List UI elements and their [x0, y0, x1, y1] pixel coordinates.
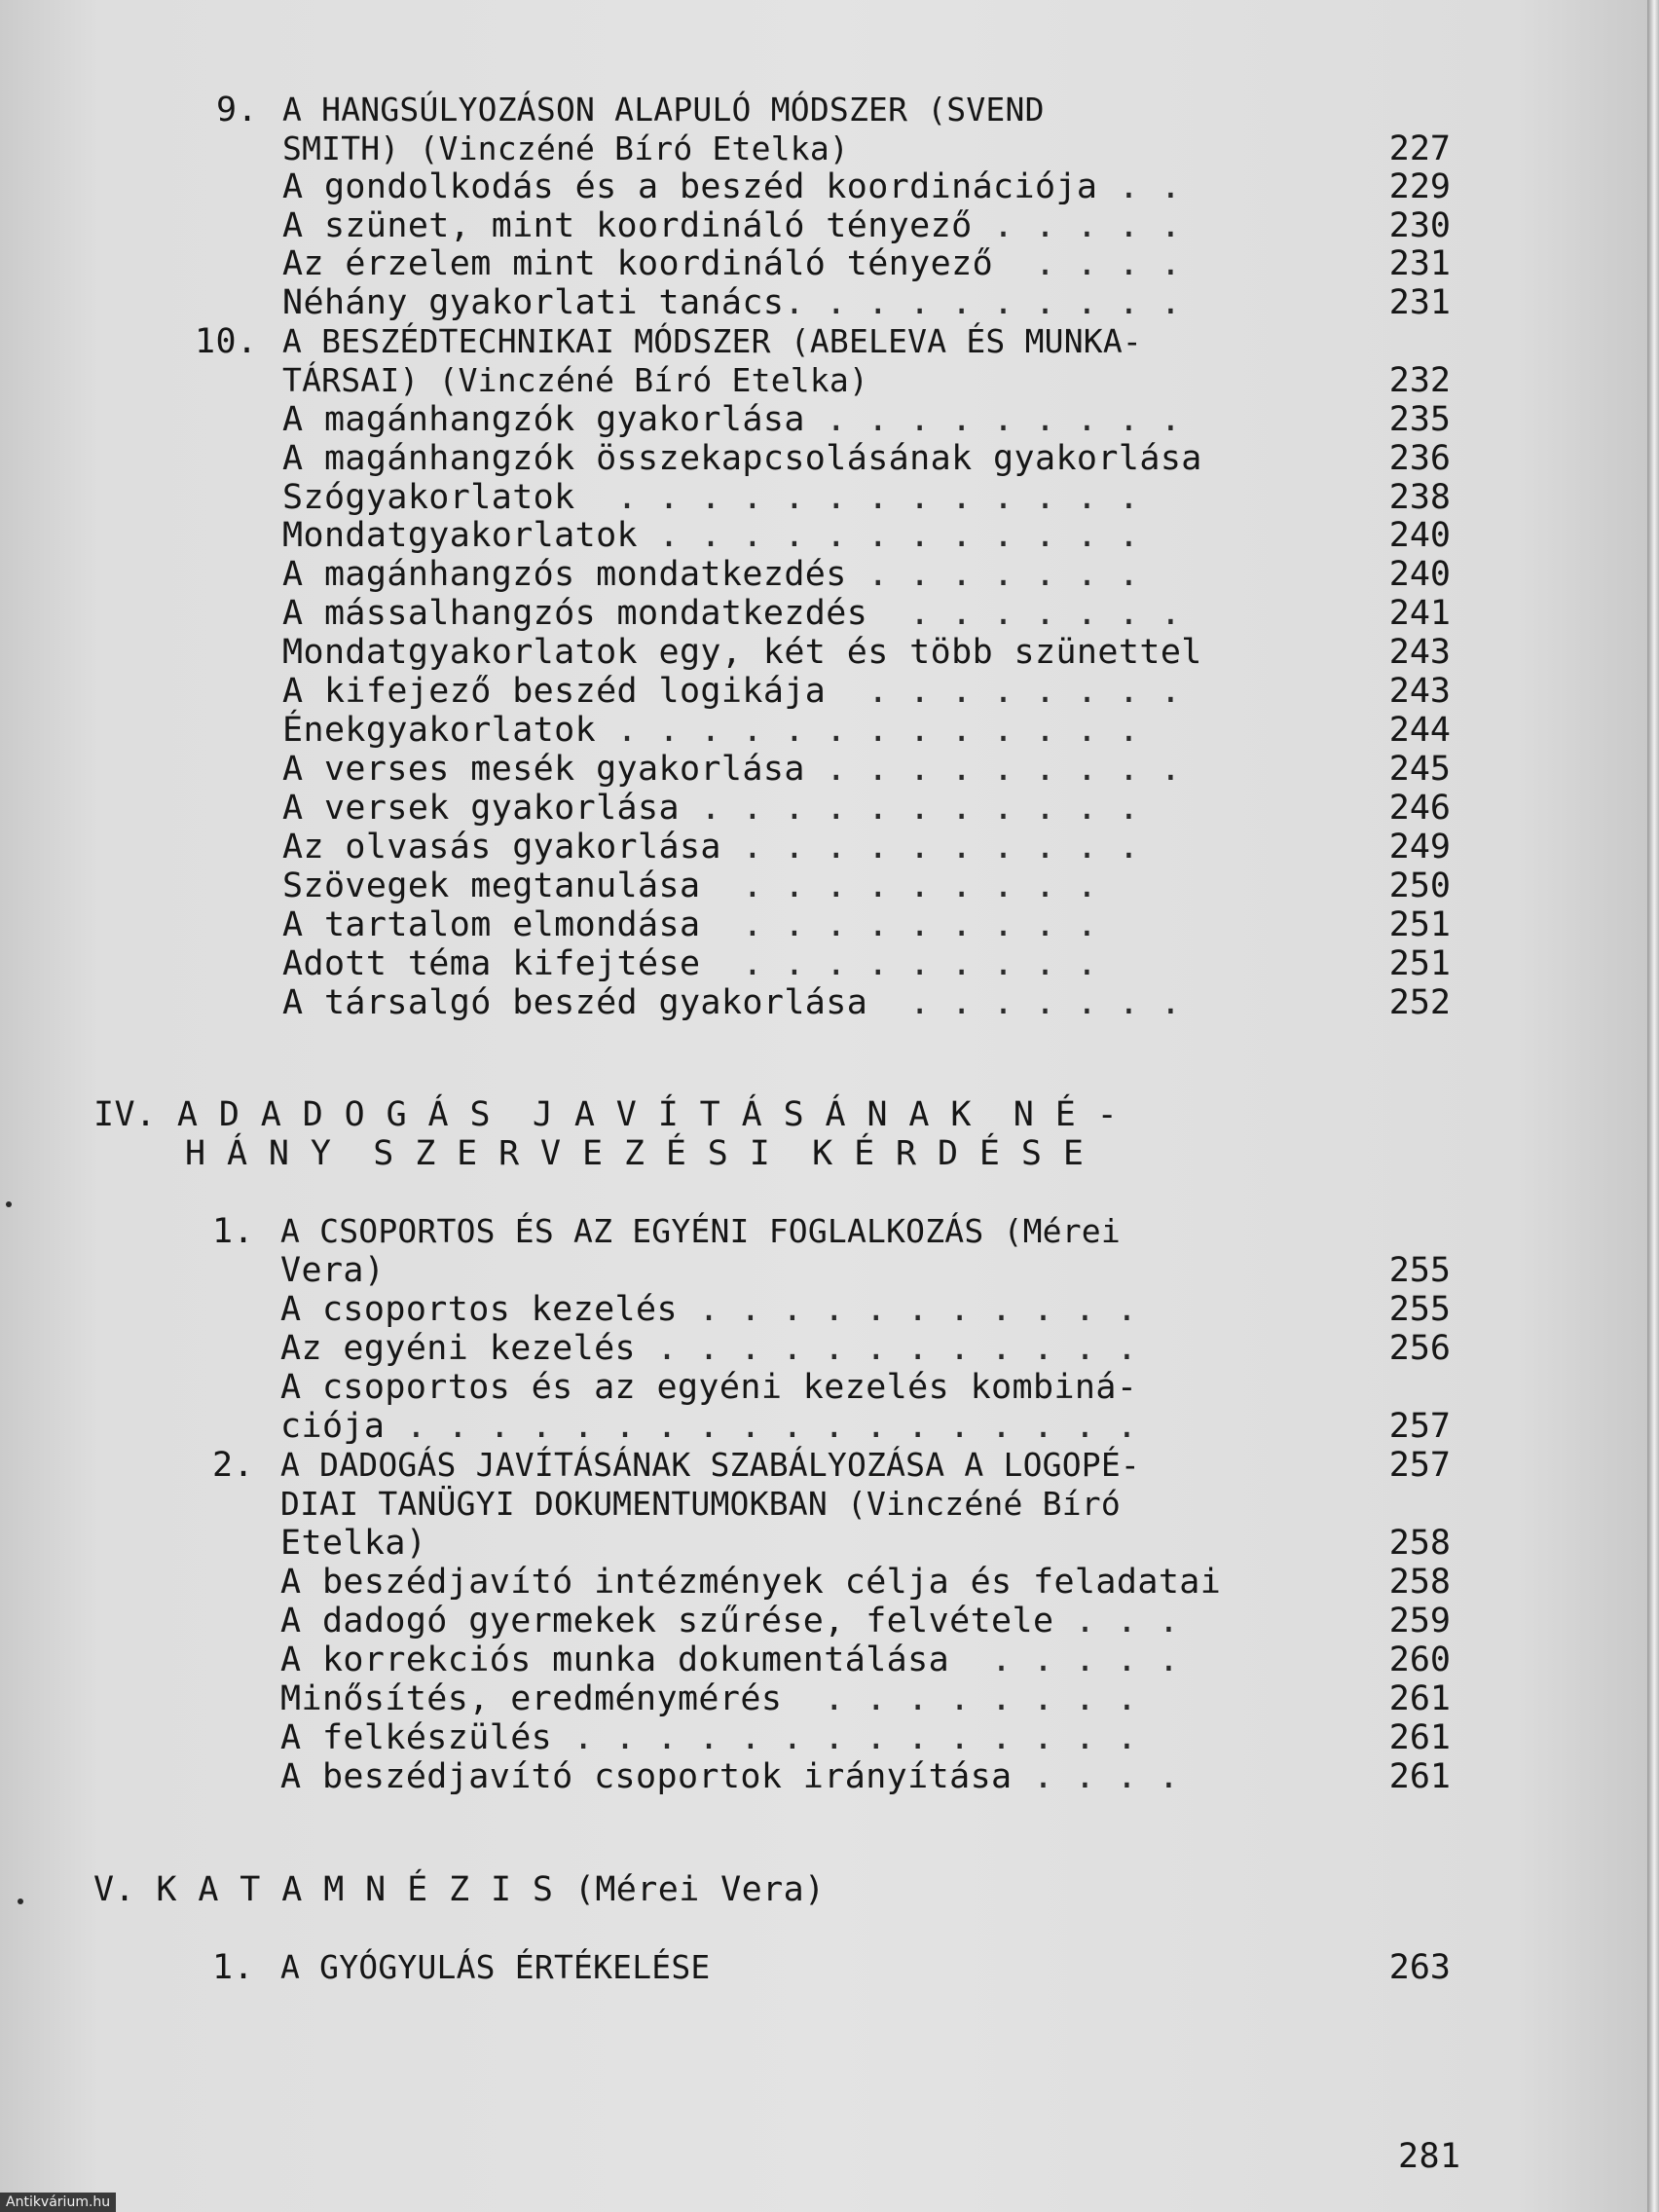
section-title-cont: Etelka): [280, 1524, 427, 1563]
toc-entry: A szünet, mint koordináló tényező . . . . .: [282, 206, 1182, 245]
page-ref: 241: [1388, 594, 1451, 633]
page-ref: 260: [1388, 1641, 1451, 1679]
section-title-cont: TÁRSAI) (Vinczéné Bíró Etelka): [282, 361, 869, 399]
page-edge: [1647, 0, 1659, 2212]
section-title: A GYÓGYULÁS ÉRTÉKELÉSE: [280, 1948, 711, 1986]
toc-entry: Szövegek megtanulása . . . . . . . . .: [282, 866, 1098, 905]
toc-entry: Adott téma kifejtése . . . . . . . . .: [282, 944, 1098, 983]
page-ref: 240: [1388, 516, 1451, 555]
page-ref: 243: [1388, 672, 1451, 711]
toc-entry: Minősítés, eredménymérés . . . . . . . .: [280, 1679, 1138, 1718]
page-ref: 258: [1388, 1563, 1451, 1602]
toc-entry: A dadogó gyermekek szűrése, felvétele . . .: [280, 1602, 1180, 1641]
section-number: 2.: [212, 1446, 254, 1485]
toc-entry: A magánhangzós mondatkezdés . . . . . . .: [282, 555, 1140, 594]
page-number: 281: [1398, 2137, 1461, 2176]
page-ref: 238: [1388, 478, 1451, 517]
toc-entry: A kifejező beszéd logikája . . . . . . . .: [282, 672, 1182, 711]
section-number: 10.: [195, 322, 258, 361]
page-ref: 229: [1388, 167, 1451, 206]
page-ref: 263: [1388, 1948, 1451, 1987]
page-ref: 255: [1388, 1251, 1451, 1290]
toc-entry: A felkészülés . . . . . . . . . . . . . .: [280, 1718, 1138, 1757]
section-title: A BESZÉDTECHNIKAI MÓDSZER (ABELEVA ÉS MUNKA-: [282, 322, 1142, 360]
toc-entry: A korrekciós munka dokumentálása . . . . .: [280, 1641, 1180, 1679]
toc-entry: A csoportos és az egyéni kezelés kombiná-: [280, 1368, 1138, 1407]
part-heading-cont: H Á N Y S Z E R V E Z É S I K É R D É S E: [185, 1134, 1085, 1173]
page-ref: 257: [1388, 1407, 1451, 1446]
toc-entry: A beszédjavító csoportok irányítása . . . .: [280, 1757, 1180, 1796]
page-ref: 249: [1388, 828, 1451, 866]
section-title-cont: SMITH) (Vinczéné Bíró Etelka): [282, 129, 849, 167]
section-title: A HANGSÚLYOZÁSON ALAPULÓ MÓDSZER (SVEND: [282, 91, 1045, 129]
margin-mark: [18, 1899, 23, 1904]
page-ref: 261: [1388, 1718, 1451, 1757]
toc-entry: A gondolkodás és a beszéd koordinációja . .: [282, 167, 1182, 206]
page-ref: 250: [1388, 866, 1451, 905]
toc-entry-cont: ciója . . . . . . . . . . . . . . . . . .: [280, 1407, 1138, 1446]
section-title: A CSOPORTOS ÉS AZ EGYÉNI FOGLALKOZÁS (Mérei: [280, 1212, 1121, 1250]
toc-entry: A társalgó beszéd gyakorlása . . . . . . .: [282, 983, 1182, 1022]
section-title-cont: DIAI TANÜGYI DOKUMENTUMOKBAN (Vinczéné Bíró: [280, 1485, 1121, 1523]
toc-entry: Mondatgyakorlatok . . . . . . . . . . . .: [282, 516, 1140, 555]
page-ref: 258: [1388, 1524, 1451, 1563]
page-ref: 235: [1388, 400, 1451, 439]
toc-entry: Mondatgyakorlatok egy, két és több szünettel: [282, 633, 1202, 672]
toc-entry: Az olvasás gyakorlása . . . . . . . . . .: [282, 828, 1140, 866]
page-ref: 227: [1388, 129, 1451, 168]
page-ref: 240: [1388, 555, 1451, 594]
toc-entry: A tartalom elmondása . . . . . . . . .: [282, 905, 1098, 944]
page-ref: 232: [1388, 361, 1451, 400]
page-ref: 251: [1388, 905, 1451, 944]
page-ref: 255: [1388, 1290, 1451, 1329]
toc-entry: Az egyéni kezelés . . . . . . . . . . . .: [280, 1329, 1138, 1368]
page-ref: 259: [1388, 1602, 1451, 1641]
page-ref: 231: [1388, 244, 1451, 283]
page-ref: 246: [1388, 789, 1451, 828]
page-ref: 245: [1388, 750, 1451, 789]
watermark: Antikvárium.hu: [0, 2193, 116, 2212]
toc-entry: A magánhangzók összekapcsolásának gyakorlása: [282, 439, 1202, 478]
part-heading: IV. A D A D O G Á S J A V Í T Á S Á N A K N É -: [93, 1095, 1119, 1134]
page-ref: 230: [1388, 206, 1451, 245]
section-title: A DADOGÁS JAVÍTÁSÁNAK SZABÁLYOZÁSA A LOGOPÉ-: [280, 1446, 1140, 1484]
toc-entry: Az érzelem mint koordináló tényező . . . .: [282, 244, 1182, 283]
page-ref: 236: [1388, 439, 1451, 478]
toc-entry: A verses mesék gyakorlása . . . . . . . . .: [282, 750, 1182, 789]
toc-entry: A mássalhangzós mondatkezdés . . . . . . .: [282, 594, 1182, 633]
toc-entry: A versek gyakorlása . . . . . . . . . . .: [282, 789, 1140, 828]
toc-entry: A beszédjavító intézmények célja és feladatai: [280, 1563, 1222, 1602]
toc-entry: A csoportos kezelés . . . . . . . . . . .: [280, 1290, 1138, 1329]
section-number: 1.: [212, 1212, 254, 1251]
page-ref: 244: [1388, 711, 1451, 750]
page-ref: 256: [1388, 1329, 1451, 1368]
page-ref: 261: [1388, 1757, 1451, 1796]
page-ref: 252: [1388, 983, 1451, 1022]
page-ref: 257: [1388, 1446, 1451, 1485]
page-ref: 231: [1388, 283, 1451, 322]
toc-entry: Néhány gyakorlati tanács. . . . . . . . . .: [282, 283, 1182, 322]
section-number: 1.: [212, 1948, 254, 1987]
page-ref: 261: [1388, 1679, 1451, 1718]
toc-entry: Énekgyakorlatok . . . . . . . . . . . . .: [282, 711, 1140, 750]
toc-entry: Szógyakorlatok . . . . . . . . . . . . .: [282, 478, 1140, 517]
section-title-cont: Vera): [280, 1251, 386, 1290]
toc-entry: A magánhangzók gyakorlása . . . . . . . . .: [282, 400, 1182, 439]
page-ref: 251: [1388, 944, 1451, 983]
page-ref: 243: [1388, 633, 1451, 672]
section-number: 9.: [216, 91, 258, 129]
part-heading: V. K A T A M N É Z I S (Mérei Vera): [93, 1870, 826, 1909]
margin-mark: [6, 1201, 12, 1207]
